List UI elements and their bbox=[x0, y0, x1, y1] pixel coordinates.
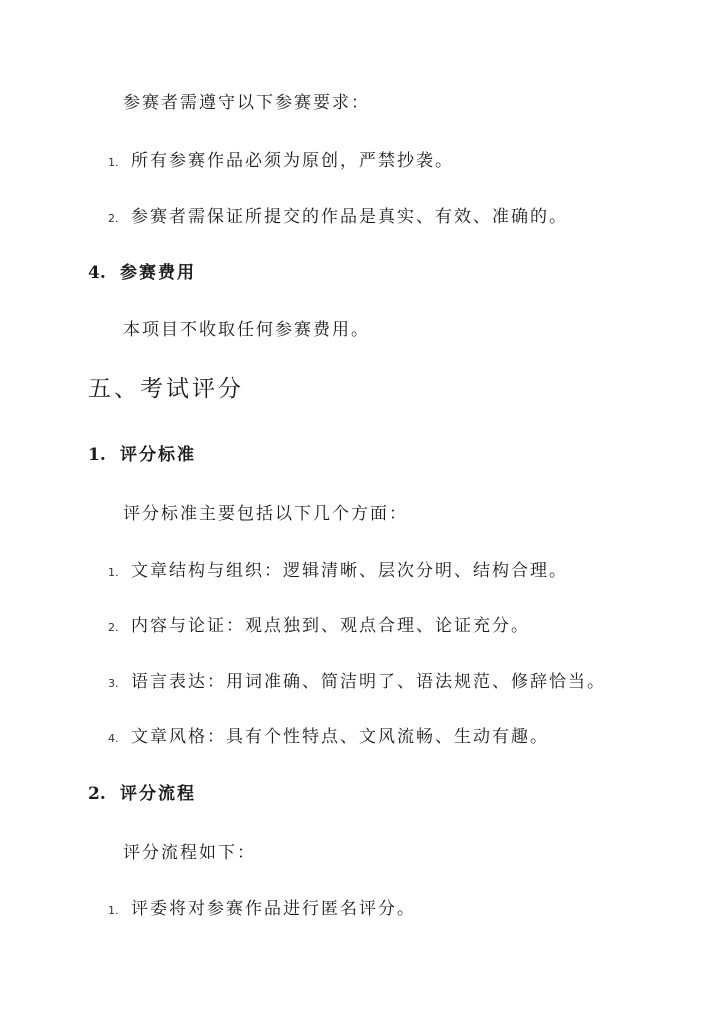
subheading-number: 1. bbox=[88, 445, 106, 465]
criteria-intro: 评分标准主要包括以下几个方面： bbox=[123, 504, 408, 524]
subheading-process bbox=[88, 779, 196, 804]
subheading-criteria bbox=[88, 440, 196, 465]
list-item-text: 文章结构与组织：逻辑清晰、层次分明、结构合理。 bbox=[131, 561, 568, 581]
process-intro: 评分流程如下： bbox=[123, 843, 256, 863]
list-item-text: 文章风格：具有个性特点、文风流畅、生动有趣。 bbox=[131, 727, 549, 747]
list-item bbox=[108, 146, 454, 171]
list-item-number: 1. bbox=[108, 156, 119, 169]
list-item bbox=[108, 722, 549, 747]
section-heading: 五、考试评分 bbox=[88, 376, 244, 402]
list-item-text: 内容与论证：观点独到、观点合理、论证充分。 bbox=[131, 616, 530, 636]
list-item-text: 所有参赛作品必须为原创，严禁抄袭。 bbox=[131, 151, 454, 171]
list-item-text: 参赛者需保证所提交的作品是真实、有效、准确的。 bbox=[131, 207, 568, 227]
subheading-number: 2. bbox=[88, 784, 106, 804]
fee-text: 本项目不收取任何参赛费用。 bbox=[123, 320, 370, 340]
list-item bbox=[108, 894, 416, 919]
list-item-number: 2. bbox=[108, 212, 119, 225]
list-item bbox=[108, 202, 568, 227]
subheading-number: 4. bbox=[88, 263, 106, 283]
requirements-intro: 参赛者需遵守以下参赛要求： bbox=[123, 93, 370, 113]
list-item-number: 4. bbox=[108, 732, 119, 745]
subheading-title: 参赛费用 bbox=[120, 263, 196, 283]
list-item-text: 语言表达：用词准确、简洁明了、语法规范、修辞恰当。 bbox=[131, 672, 606, 692]
subheading-title: 评分标准 bbox=[120, 445, 196, 465]
list-item bbox=[108, 667, 606, 692]
list-item bbox=[108, 556, 568, 581]
list-item-number: 1. bbox=[108, 566, 119, 579]
list-item bbox=[108, 611, 530, 636]
subheading-fee bbox=[88, 258, 196, 283]
list-item-number: 3. bbox=[108, 677, 119, 690]
list-item-text: 评委将对参赛作品进行匿名评分。 bbox=[131, 899, 416, 919]
subheading-title: 评分流程 bbox=[120, 784, 196, 804]
list-item-number: 2. bbox=[108, 621, 119, 634]
list-item-number: 1. bbox=[108, 904, 119, 917]
